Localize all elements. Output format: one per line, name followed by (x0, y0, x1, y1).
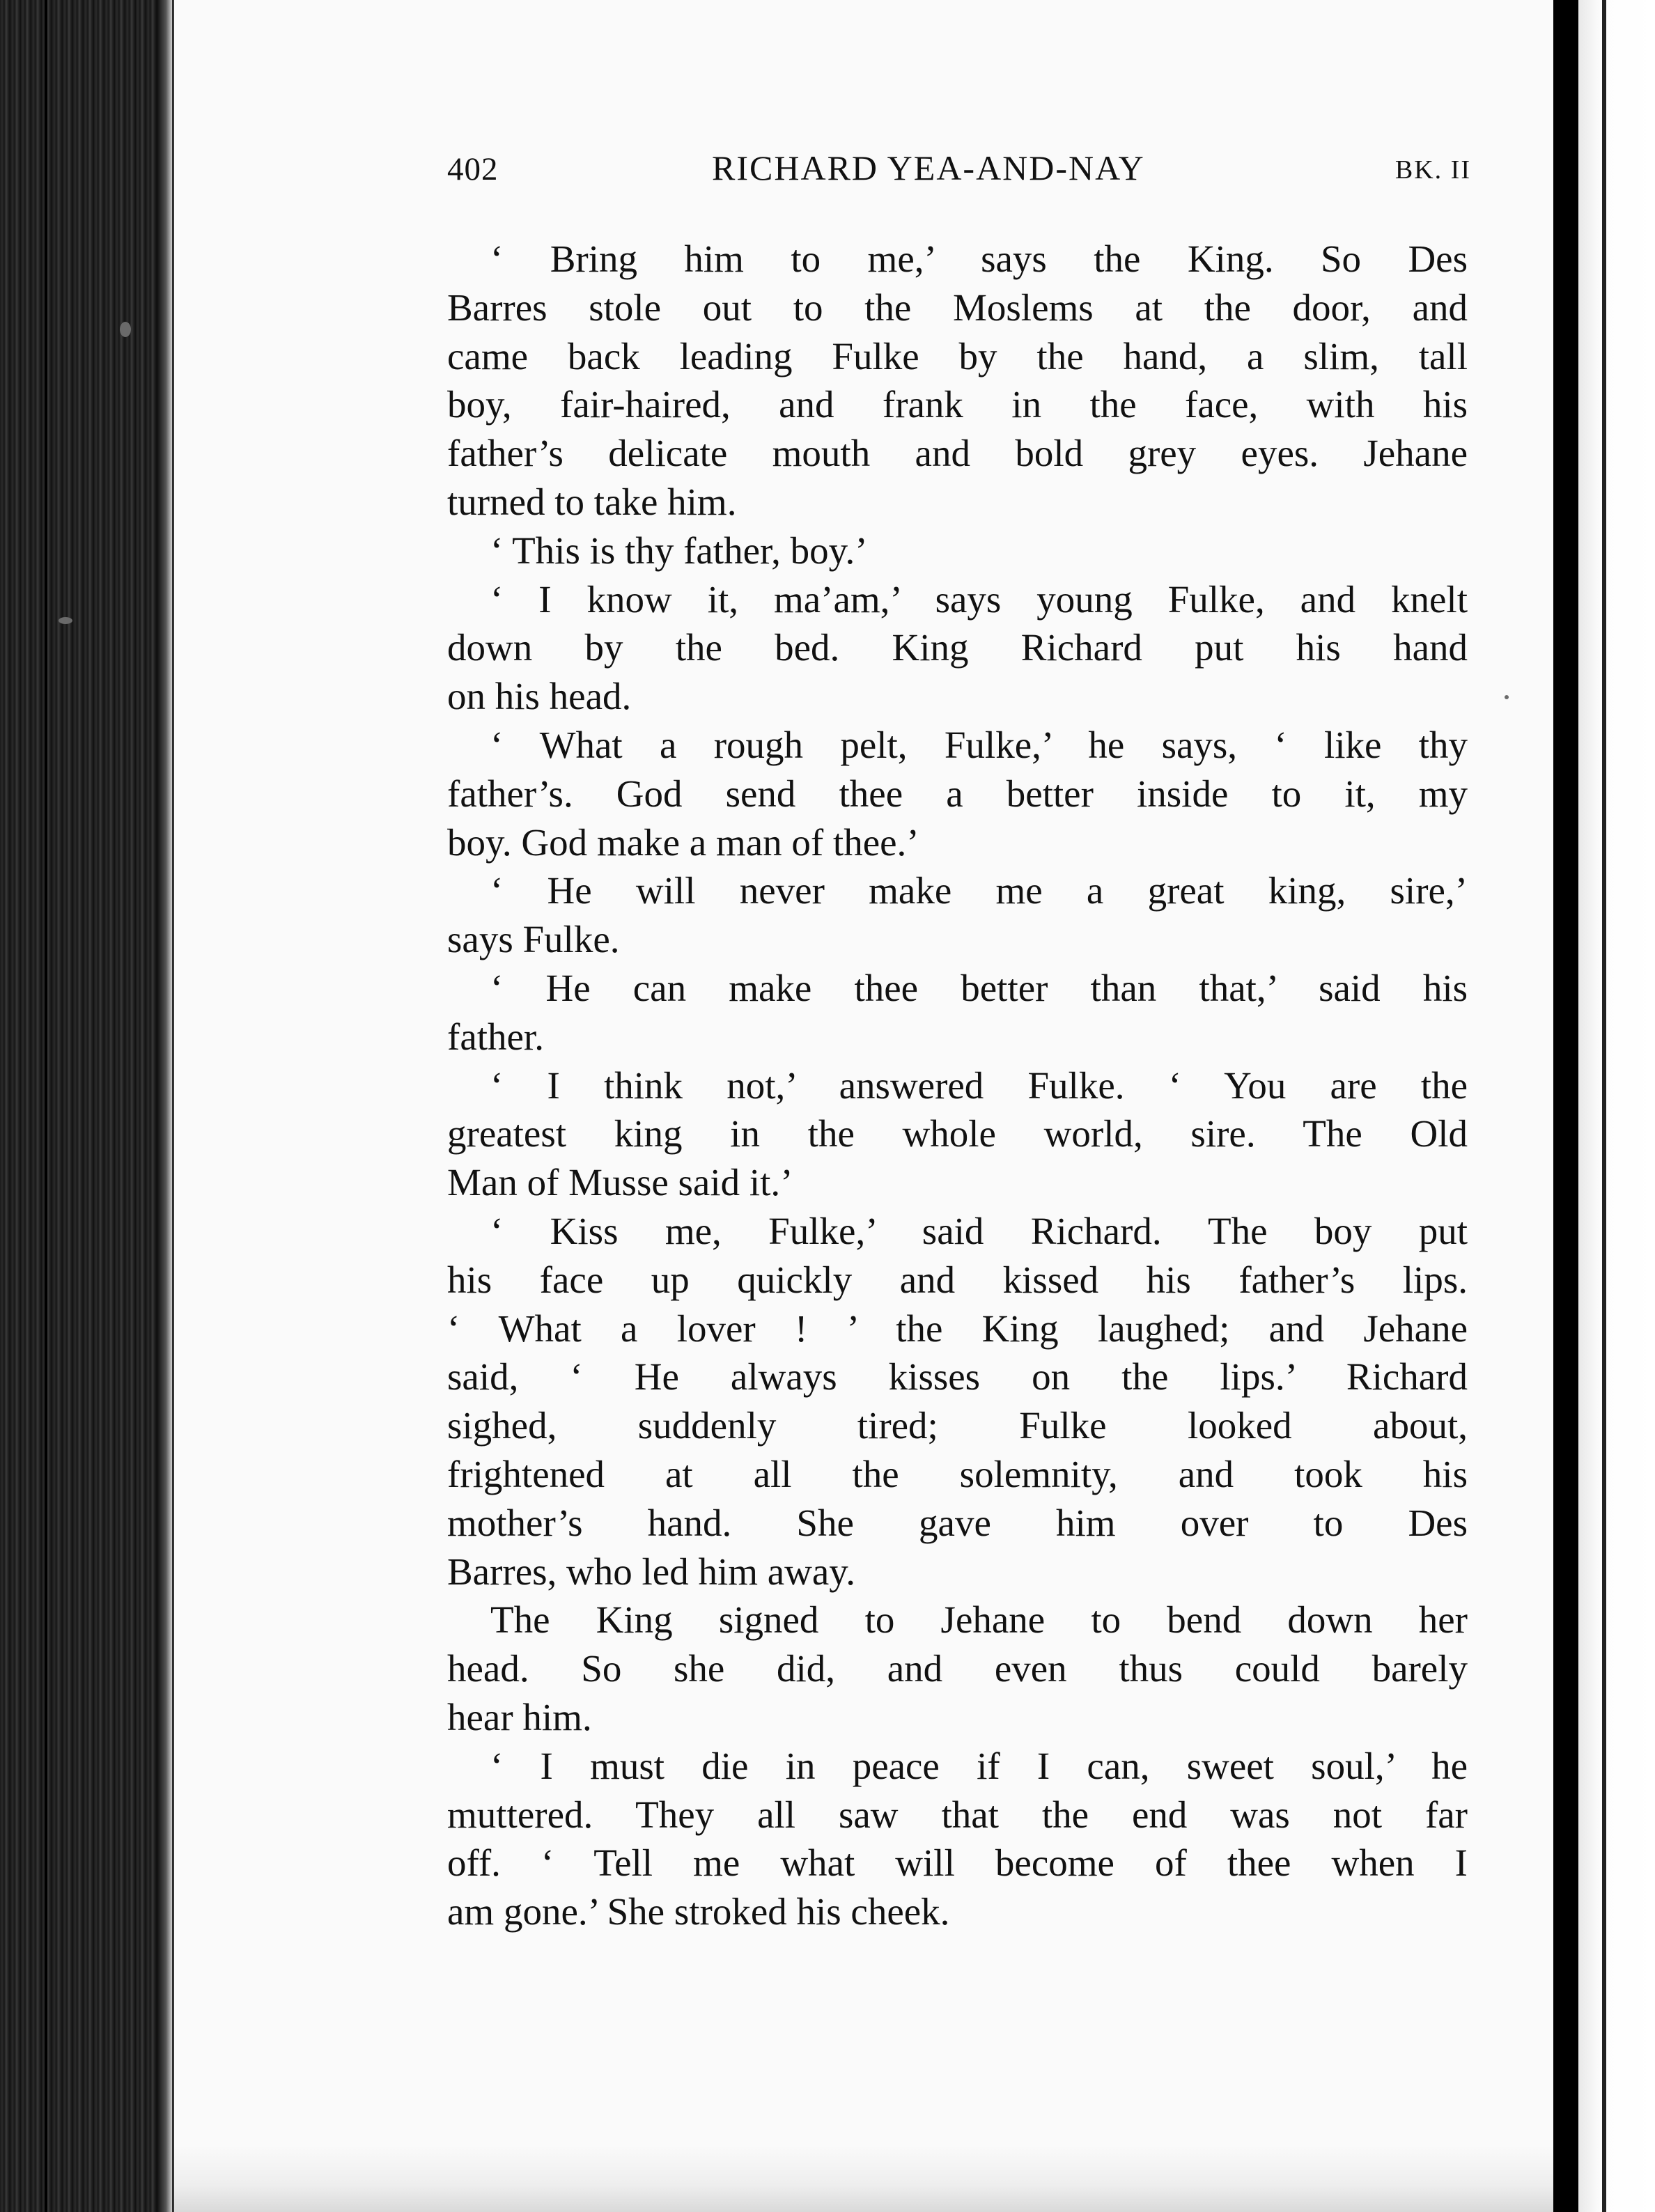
text-line: ‘ I know it, ma’am,’ says young Fulke, and knelt (490, 577, 1468, 621)
text-line: father. (447, 1015, 544, 1058)
book-spine-edge (0, 0, 174, 2212)
text-line: Barres stole out to the Moslems at the door, and (447, 286, 1468, 329)
book-section-label: BK. II (1394, 155, 1471, 185)
text-line: ‘ He can make thee better than that,’ said his (490, 966, 1468, 1009)
page-bottom-shadow (174, 2145, 1560, 2212)
text-line: down by the bed. King Richard put his hand (447, 626, 1468, 669)
running-head (447, 148, 1471, 189)
running-title: RICHARD YEA-AND-NAY (712, 148, 1145, 187)
right-margin (1578, 0, 1655, 2212)
text-line: came back leading Fulke by the hand, a slim, tall (447, 334, 1468, 377)
text-line: ‘ Bring him to me,’ says the King. So Des (490, 237, 1468, 280)
scan-speck (1505, 695, 1509, 699)
text-line: hear him. (447, 1695, 592, 1738)
text-line: am gone.’ She stroked his cheek. (447, 1890, 950, 1933)
page-number: 402 (447, 151, 499, 187)
text-line: ‘ I must die in peace if I can, sweet soul,’ he (490, 1744, 1468, 1787)
text-line: says Fulke. (447, 918, 620, 961)
right-edge-line (1602, 0, 1606, 2212)
text-line: boy, fair-haired, and frank in the face, with his (447, 383, 1468, 426)
text-line: ‘ He will never make me a great king, sire,’ (490, 869, 1468, 912)
text-line: Man of Musse said it.’ (447, 1161, 793, 1204)
scan-speck (120, 322, 131, 337)
text-line: his face up quickly and kissed his father’s lips. (447, 1258, 1468, 1301)
text-line: ‘ This is thy father, boy.’ (490, 529, 868, 572)
text-line: ‘ What a lover ! ’ the King laughed; and Jehane (447, 1307, 1468, 1350)
text-line: ‘ What a rough pelt, Fulke,’ he says, ‘ like thy (490, 723, 1468, 766)
text-line: frightened at all the solemnity, and took his (447, 1452, 1468, 1495)
text-line: head. So she did, and even thus could barely (447, 1647, 1468, 1690)
body-text (447, 235, 1468, 1936)
text-line: greatest king in the whole world, sire. The Old (447, 1112, 1468, 1155)
text-line: muttered. They all saw that the end was not far (447, 1793, 1468, 1836)
text-line: mother’s hand. She gave him over to Des (447, 1501, 1468, 1544)
text-line: father’s delicate mouth and bold grey eyes. Jehane (447, 432, 1468, 475)
text-line: ‘ Kiss me, Fulke,’ said Richard. The boy put (490, 1209, 1468, 1252)
text-line: turned to take him. (447, 480, 737, 523)
text-line: said, ‘ He always kisses on the lips.’ Richard (447, 1355, 1468, 1399)
text-line: ‘ I think not,’ answered Fulke. ‘ You are the (490, 1064, 1468, 1107)
text-line: off. ‘ Tell me what will become of thee when I (447, 1841, 1468, 1885)
next-page-edge (1553, 0, 1578, 2212)
spine-dark-line (45, 0, 47, 2212)
text-line: father’s. God send thee a better inside to it, my (447, 772, 1468, 815)
text-line: sighed, suddenly tired; Fulke looked about, (447, 1404, 1468, 1447)
spine-gutter-shadow (157, 0, 172, 2212)
text-line: Barres, who led him away. (447, 1550, 855, 1593)
text-line: boy. God make a man of thee.’ (447, 820, 919, 864)
scan-speck (59, 617, 72, 624)
text-line: on his head. (447, 675, 632, 718)
text-line: The King signed to Jehane to bend down her (490, 1598, 1468, 1642)
